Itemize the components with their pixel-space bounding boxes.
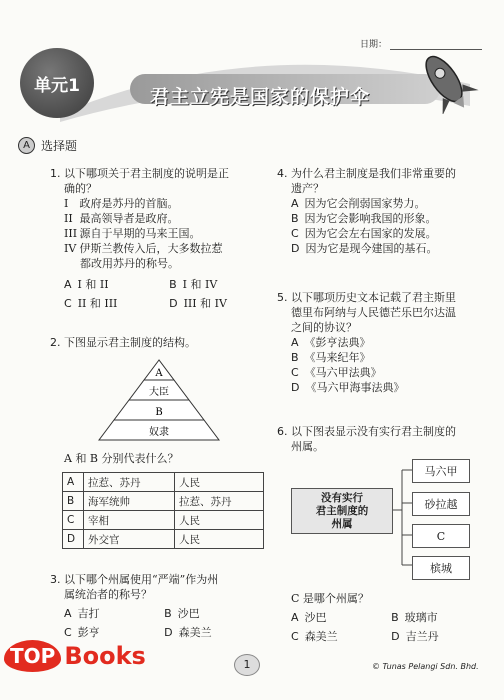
chapter-title: 君主立宪是国家的保护伞 [150,86,371,108]
logo-books: Books [64,642,146,670]
q5-text-line3: 之间的协议？ [291,321,357,334]
q1-statement: III 源自于早期的马来王国。 [64,227,201,240]
q1-option-d[interactable]: D III 和 IV [169,297,227,310]
q3-option-c[interactable]: C 彭亨 [64,626,100,639]
q4-number: 4. [277,167,288,180]
rocket-icon [408,44,480,114]
question-2 [50,335,196,350]
q6-text-line1: 以下图表显示没有实行君主制度的 [291,425,456,438]
topbooks-logo [4,640,146,672]
q2-answer-table [62,472,264,549]
question-4 [277,166,456,256]
q6-branch-box: 砂拉越 [412,492,470,516]
section-heading [18,137,77,154]
q3-text-line1: 以下哪个州属使用“严端”作为州 [64,573,219,586]
unit-badge [20,48,94,118]
date-label: 日期： [360,40,388,50]
pyramid-level-3: B [155,407,163,418]
q2-question: A 和 B 分别代表什么？ [64,452,179,465]
q1-statement: I 政府是苏丹的首脑。 [64,197,179,210]
page-number: 1 [234,654,260,676]
q2-option-c[interactable]: C 宰相 人民 [63,511,264,530]
q1-statement: II 最高领导者是政府。 [64,212,179,225]
q1-option-c[interactable]: C II 和 III [64,297,118,310]
q5-text-line2: 德里布阿纳与人民德芒乐巴尔达温 [291,306,456,319]
q6-option-a[interactable]: A 沙巴 [291,611,327,624]
q6-answer-block [277,591,439,644]
q1-statement: IV 伊斯兰教传入后，大多数拉惹 [64,242,223,255]
q2-option-a[interactable]: A 拉惹、苏丹 人民 [63,473,264,492]
q1-option-a[interactable]: A I 和 II [64,278,109,291]
q5-option-b[interactable]: B 《马来纪年》 [291,351,371,364]
q5-option-a[interactable]: A 《彭亨法典》 [291,336,371,349]
q1-statement-cont: 都改用苏丹的称号。 [80,257,179,270]
pyramid-diagram [94,358,224,442]
q4-option-c[interactable]: C 因为它会左右国家的发展。 [291,227,437,240]
question-6 [277,424,456,454]
q2-option-b[interactable]: B 海军统帅 拉惹、苏丹 [63,492,264,511]
q6-question: C 是哪个州属？ [291,592,369,605]
q3-number: 3. [50,573,61,586]
q5-option-c[interactable]: C 《马六甲法典》 [291,366,382,379]
q6-number: 6. [277,425,288,438]
q1-text-line2: 确的？ [64,182,97,195]
q6-option-b[interactable]: B 玻璃市 [391,611,438,624]
copyright: © Tunas Pelangi Sdn. Bhd. [372,662,479,671]
q5-number: 5. [277,291,288,304]
pyramid-level-2: 大臣 [149,387,169,398]
q6-branch-box: 槟城 [412,556,470,580]
q3-option-b[interactable]: B 沙巴 [164,607,200,620]
q5-option-d[interactable]: D 《马六甲海事法典》 [291,381,405,394]
pyramid-level-1: A [155,368,163,379]
q1-option-b[interactable]: B I 和 IV [169,278,218,291]
question-5 [277,290,456,395]
question-1 [50,166,229,311]
q3-option-d[interactable]: D 森美兰 [164,626,212,639]
q1-number: 1. [50,167,61,180]
logo-top: TOP [4,640,61,672]
q4-text-line1: 为什么君主制度是我们非常重要的 [291,167,456,180]
q5-text-line1: 以下哪项历史文本记载了君主斯里 [291,291,456,304]
q2-number: 2. [50,336,61,349]
q3-text-line2: 属统治者的称号？ [64,588,152,601]
q6-option-c[interactable]: C 森美兰 [291,630,338,643]
pyramid-level-4: 奴隶 [149,427,169,438]
section-letter: A [18,137,35,154]
unit-badge-label: 单元1 [34,75,80,96]
question-3 [50,572,218,640]
q4-option-a[interactable]: A 因为它会削弱国家势力。 [291,197,426,210]
q4-option-d[interactable]: D 因为它是现今建国的基石。 [291,242,438,255]
q6-center-box: 没有实行 君主制度的 州属 [291,488,393,534]
q2-text: 下图显示君主制度的结构。 [64,336,196,349]
q6-option-d[interactable]: D 吉兰丹 [391,630,439,643]
q1-text-line1: 以下哪项关于君主制度的说明是正 [64,167,229,180]
q6-branch-box: C [412,524,470,548]
q6-text-line2: 州属。 [291,440,324,453]
q4-option-b[interactable]: B 因为它会影响我国的形象。 [291,212,437,225]
q6-branch-box: 马六甲 [412,459,470,483]
q2-option-d[interactable]: D 外交官 人民 [63,530,264,549]
q4-text-line2: 遗产？ [291,182,324,195]
q3-option-a[interactable]: A 吉打 [64,607,100,620]
section-title: 选择题 [41,139,78,153]
